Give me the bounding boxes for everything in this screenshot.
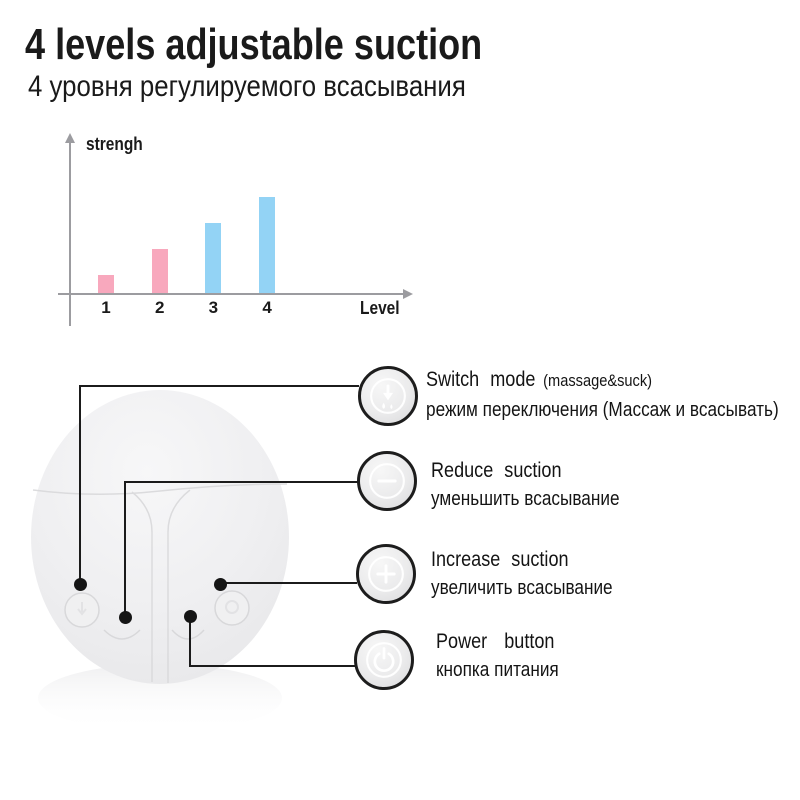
callout-increase-en: Increase suction [431,548,569,571]
callout-increase-text [431,545,642,603]
leader-dot-power [184,610,197,623]
callout-mode-text [426,365,800,425]
bar-level-4 [259,197,275,293]
y-axis-label: strengh [86,134,143,154]
leader-line-mode-h [79,385,359,387]
leader-line-mode-v [79,386,81,584]
leader-dot-minus [119,611,132,624]
x-tick-label-3: 3 [208,298,219,317]
callout-reduce-en: Reduce suction [431,459,562,482]
device-body [31,390,289,684]
leader-line-power-v [189,616,191,667]
callout-power-text [436,627,579,685]
x-tick-label-4: 4 [262,298,272,317]
leader-line-plus-h [220,582,357,584]
bar-level-3 [205,223,221,293]
suction-level-chart [58,130,438,330]
leader-dot-plus [214,578,227,591]
x-axis-label: Level [360,298,400,318]
x-tick-label-1: 1 [101,298,111,317]
x-tick-label-2: 2 [154,298,165,317]
mode-switch-button [358,366,418,426]
reduce-suction-button [357,451,417,511]
plus-icon [360,548,412,600]
page-title-text: 4 levels adjustable suction [25,20,483,69]
increase-suction-button [356,544,416,604]
leader-line-minus-v [124,482,126,617]
bar-level-1 [98,275,114,293]
leader-line-power-h [189,665,355,667]
callout-increase-ru: увеличить всасывание [431,577,613,599]
callout-reduce-text [431,456,650,514]
device-power-button [215,591,249,625]
callout-mode-en: Switch mode (massage&suck) [426,368,653,391]
leader-line-minus-h [124,481,358,483]
callout-power-ru: кнопка питания [436,659,559,681]
leader-dot-mode [74,578,87,591]
page-subtitle-text: 4 уровня регулируемого всасывания [28,70,466,103]
callout-mode-ru: режим переключения (Массаж и всасывать) [426,399,779,421]
device-image [0,380,330,740]
page-subtitle [28,70,537,104]
bar-level-2 [152,249,168,293]
power-icon [358,634,410,686]
callout-reduce-ru: уменьшить всасывание [431,488,620,510]
chart-plot [58,130,438,330]
minus-icon [361,455,413,507]
mode-switch-icon [362,370,414,422]
page-title [25,20,583,70]
power-button [354,630,414,690]
callout-power-en: Power button [436,630,555,653]
